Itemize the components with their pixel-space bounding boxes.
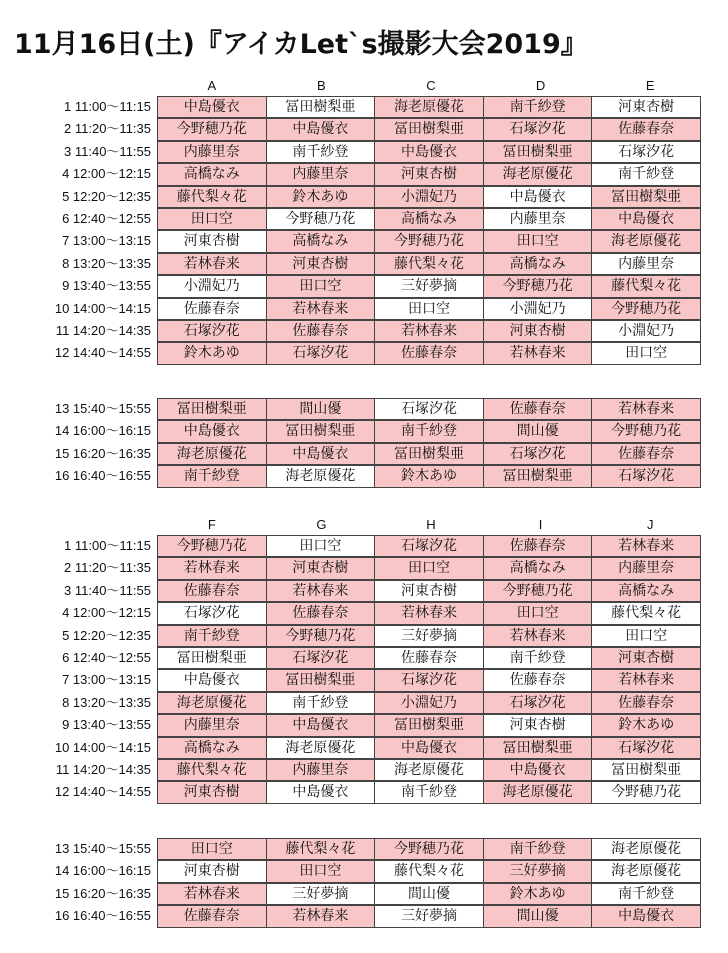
table-row bbox=[0, 905, 728, 927]
table-cell: 冨田樹梨亜 bbox=[374, 714, 484, 736]
time-slot-label: 13 15:40〜15:55 bbox=[54, 401, 151, 416]
table-cell: 若林春来 bbox=[591, 669, 701, 691]
table-cell: 河東杏樹 bbox=[157, 781, 267, 803]
table-cell: 佐藤春奈 bbox=[157, 905, 267, 927]
table-cell: 若林春来 bbox=[483, 342, 593, 364]
time-slot-label: 12 14:40〜14:55 bbox=[54, 784, 151, 800]
table-cell: 小淵妃乃 bbox=[483, 298, 593, 320]
row-cells bbox=[157, 275, 705, 297]
row-cells bbox=[157, 208, 705, 230]
row-cells bbox=[157, 580, 705, 602]
table-cell: 海老原優花 bbox=[157, 443, 267, 465]
table-cell: 高橋なみ bbox=[157, 163, 267, 185]
table-cell: 高橋なみ bbox=[591, 580, 701, 602]
time-slot-label: 2 11:20〜11:35 bbox=[64, 121, 151, 137]
table-cell: 石塚汐花 bbox=[157, 602, 267, 624]
table-row bbox=[0, 342, 728, 364]
table-cell: 藤代梨々花 bbox=[374, 253, 484, 275]
table-cell: 冨田樹梨亜 bbox=[591, 186, 701, 208]
row-cells bbox=[157, 141, 705, 163]
table-cell: 今野穂乃花 bbox=[591, 298, 701, 320]
table-cell: 若林春来 bbox=[374, 602, 484, 624]
time-slot-label: 6 12:40〜12:55 bbox=[62, 211, 151, 226]
table-cell: 河東杏樹 bbox=[591, 96, 701, 118]
table-cell: 田口空 bbox=[483, 230, 593, 252]
table-row bbox=[0, 443, 728, 465]
table-cell: 若林春来 bbox=[266, 580, 376, 602]
table-row bbox=[0, 737, 728, 759]
table-cell: 南千紗登 bbox=[591, 163, 701, 185]
table-cell: 冨田樹梨亜 bbox=[266, 96, 376, 118]
row-cells bbox=[157, 737, 705, 759]
table-cell: 鈴木あゆ bbox=[483, 883, 593, 905]
table-cell: 小淵妃乃 bbox=[374, 692, 484, 714]
row-cells bbox=[157, 465, 705, 487]
row-cells bbox=[157, 625, 705, 647]
table-cell: 佐藤春奈 bbox=[374, 647, 484, 669]
table-cell: 冨田樹梨亜 bbox=[591, 759, 701, 781]
table-cell: 中島優衣 bbox=[483, 186, 593, 208]
table-cell: 間山優 bbox=[483, 905, 593, 927]
table-row bbox=[0, 96, 728, 118]
row-cells bbox=[157, 781, 705, 803]
table-cell: 若林春来 bbox=[157, 557, 267, 579]
table-cell: 内藤里奈 bbox=[591, 253, 701, 275]
row-cells bbox=[157, 253, 705, 275]
table-cell: 藤代梨々花 bbox=[591, 275, 701, 297]
time-slot-label: 2 11:20〜11:35 bbox=[64, 560, 151, 576]
table-cell: 冨田樹梨亜 bbox=[374, 443, 484, 465]
column-header-b: B bbox=[317, 78, 326, 93]
row-cells bbox=[157, 398, 705, 420]
table-cell: 中島優衣 bbox=[157, 420, 267, 442]
time-slot-label: 16 16:40〜16:55 bbox=[54, 908, 151, 924]
table-row bbox=[0, 230, 728, 252]
row-cells bbox=[157, 669, 705, 691]
table-cell: 藤代梨々花 bbox=[157, 186, 267, 208]
time-slot-label: 15 16:20〜16:35 bbox=[54, 885, 151, 901]
table-cell: 佐藤春奈 bbox=[374, 342, 484, 364]
table-row bbox=[0, 625, 728, 647]
column-header-i: I bbox=[538, 517, 543, 532]
table-cell: 冨田樹梨亜 bbox=[266, 420, 376, 442]
table-cell: 南千紗登 bbox=[483, 647, 593, 669]
table-cell: 田口空 bbox=[266, 860, 376, 882]
table-cell: 河東杏樹 bbox=[266, 557, 376, 579]
table-cell: 海老原優花 bbox=[266, 465, 376, 487]
table-cell: 中島優衣 bbox=[157, 96, 267, 118]
row-cells bbox=[157, 96, 705, 118]
time-slot-label: 4 12:00〜12:15 bbox=[62, 166, 151, 182]
table-cell: 今野穂乃花 bbox=[591, 781, 701, 803]
table-cell: 今野穂乃花 bbox=[157, 535, 267, 557]
table-cell: 中島優衣 bbox=[266, 714, 376, 736]
table-cell: 内藤里奈 bbox=[157, 141, 267, 163]
table-cell: 若林春来 bbox=[266, 298, 376, 320]
table-cell: 三好夢摘 bbox=[483, 860, 593, 882]
table-cell: 南千紗登 bbox=[266, 141, 376, 163]
table-cell: 今野穂乃花 bbox=[374, 230, 484, 252]
table-cell: 海老原優花 bbox=[266, 737, 376, 759]
table-cell: 三好夢摘 bbox=[374, 275, 484, 297]
time-slot-label: 1 11:00〜11:15 bbox=[64, 538, 151, 553]
row-cells bbox=[157, 860, 705, 882]
table-cell: 南千紗登 bbox=[483, 838, 593, 860]
table-row bbox=[0, 163, 728, 185]
column-header-f: F bbox=[207, 517, 216, 532]
table-cell: 内藤里奈 bbox=[483, 208, 593, 230]
row-cells bbox=[157, 883, 705, 905]
table-row bbox=[0, 580, 728, 602]
table-cell: 三好夢摘 bbox=[374, 625, 484, 647]
table-cell: 今野穂乃花 bbox=[374, 838, 484, 860]
table-cell: 石塚汐花 bbox=[266, 647, 376, 669]
table-cell: 藤代梨々花 bbox=[374, 860, 484, 882]
table-row bbox=[0, 275, 728, 297]
table-cell: 河東杏樹 bbox=[266, 253, 376, 275]
time-slot-label: 5 12:20〜12:35 bbox=[62, 188, 151, 204]
table-cell: 中島優衣 bbox=[483, 759, 593, 781]
table-cell: 河東杏樹 bbox=[591, 647, 701, 669]
table-cell: 冨田樹梨亜 bbox=[157, 647, 267, 669]
table-cell: 今野穂乃花 bbox=[157, 118, 267, 140]
time-slot-label: 14 16:00〜16:15 bbox=[54, 863, 151, 879]
row-cells bbox=[157, 230, 705, 252]
column-header-row bbox=[157, 78, 705, 96]
table-cell: 南千紗登 bbox=[157, 465, 267, 487]
table-cell: 南千紗登 bbox=[266, 692, 376, 714]
table-cell: 南千紗登 bbox=[591, 883, 701, 905]
table-row bbox=[0, 602, 728, 624]
table-row bbox=[0, 118, 728, 140]
column-header-e: E bbox=[645, 78, 655, 93]
table-cell: 海老原優花 bbox=[157, 692, 267, 714]
table-cell: 河東杏樹 bbox=[374, 580, 484, 602]
table-cell: 佐藤春奈 bbox=[591, 692, 701, 714]
table-cell: 今野穂乃花 bbox=[266, 208, 376, 230]
time-slot-label: 9 13:40〜13:55 bbox=[62, 717, 151, 733]
row-cells bbox=[157, 118, 705, 140]
table-cell: 今野穂乃花 bbox=[266, 625, 376, 647]
row-cells bbox=[157, 163, 705, 185]
time-slot-label: 8 13:20〜13:35 bbox=[62, 255, 151, 271]
table-cell: 佐藤春奈 bbox=[157, 298, 267, 320]
table-row bbox=[0, 535, 728, 557]
table-cell: 佐藤春奈 bbox=[157, 580, 267, 602]
table-row bbox=[0, 669, 728, 691]
table-cell: 小淵妃乃 bbox=[591, 320, 701, 342]
table-cell: 田口空 bbox=[266, 275, 376, 297]
table-cell: 石塚汐花 bbox=[483, 118, 593, 140]
table-cell: 中島優衣 bbox=[266, 781, 376, 803]
table-cell: 三好夢摘 bbox=[266, 883, 376, 905]
table-cell: 鈴木あゆ bbox=[266, 186, 376, 208]
table-cell: 冨田樹梨亜 bbox=[374, 118, 484, 140]
time-slot-label: 11 14:20〜14:35 bbox=[55, 762, 151, 777]
table-cell: 鈴木あゆ bbox=[157, 342, 267, 364]
table-cell: 若林春来 bbox=[266, 905, 376, 927]
table-cell: 佐藤春奈 bbox=[483, 535, 593, 557]
table-cell: 佐藤春奈 bbox=[483, 398, 593, 420]
table-row bbox=[0, 860, 728, 882]
table-cell: 海老原優花 bbox=[483, 781, 593, 803]
table-cell: 佐藤春奈 bbox=[483, 669, 593, 691]
time-slot-label: 12 14:40〜14:55 bbox=[54, 345, 151, 361]
table-row bbox=[0, 781, 728, 803]
table-cell: 若林春来 bbox=[591, 398, 701, 420]
table-cell: 若林春来 bbox=[374, 320, 484, 342]
time-slot-label: 10 14:00〜14:15 bbox=[54, 739, 151, 755]
row-cells bbox=[157, 342, 705, 364]
table-cell: 間山優 bbox=[266, 398, 376, 420]
table-cell: 田口空 bbox=[157, 208, 267, 230]
table-row bbox=[0, 557, 728, 579]
table-row bbox=[0, 838, 728, 860]
column-header-d: D bbox=[535, 78, 546, 93]
row-cells bbox=[157, 647, 705, 669]
table-row bbox=[0, 208, 728, 230]
row-cells bbox=[157, 714, 705, 736]
table-cell: 南千紗登 bbox=[157, 625, 267, 647]
table-row bbox=[0, 141, 728, 163]
table-cell: 海老原優花 bbox=[591, 860, 701, 882]
table-cell: 間山優 bbox=[374, 883, 484, 905]
table-cell: 石塚汐花 bbox=[591, 141, 701, 163]
table-cell: 小淵妃乃 bbox=[157, 275, 267, 297]
table-row bbox=[0, 398, 728, 420]
table-cell: 高橋なみ bbox=[483, 253, 593, 275]
row-cells bbox=[157, 759, 705, 781]
column-header-c: C bbox=[426, 78, 436, 93]
table-cell: 中島優衣 bbox=[266, 443, 376, 465]
table-cell: 田口空 bbox=[483, 602, 593, 624]
table-cell: 冨田樹梨亜 bbox=[157, 398, 267, 420]
time-slot-label: 14 16:00〜16:15 bbox=[54, 423, 151, 439]
table-cell: 石塚汐花 bbox=[374, 669, 484, 691]
table-cell: 冨田樹梨亜 bbox=[483, 737, 593, 759]
table-cell: 冨田樹梨亜 bbox=[483, 465, 593, 487]
page-title: 11月16日(土)『アイカLet`s撮影大会2019』 bbox=[14, 29, 588, 60]
column-header-g: G bbox=[316, 517, 327, 532]
table-cell: 若林春来 bbox=[591, 535, 701, 557]
table-cell: 石塚汐花 bbox=[157, 320, 267, 342]
table-cell: 鈴木あゆ bbox=[374, 465, 484, 487]
table-cell: 内藤里奈 bbox=[157, 714, 267, 736]
table-cell: 南千紗登 bbox=[374, 781, 484, 803]
table-cell: 南千紗登 bbox=[483, 96, 593, 118]
table-cell: 海老原優花 bbox=[483, 163, 593, 185]
time-slot-label: 6 12:40〜12:55 bbox=[62, 650, 151, 665]
table-cell: 河東杏樹 bbox=[483, 714, 593, 736]
table-row bbox=[0, 186, 728, 208]
row-cells bbox=[157, 905, 705, 927]
table-cell: 海老原優花 bbox=[591, 230, 701, 252]
table-cell: 海老原優花 bbox=[591, 838, 701, 860]
table-cell: 冨田樹梨亜 bbox=[266, 669, 376, 691]
table-cell: 佐藤春奈 bbox=[266, 602, 376, 624]
time-slot-label: 10 14:00〜14:15 bbox=[54, 300, 151, 316]
table-cell: 内藤里奈 bbox=[591, 557, 701, 579]
table-cell: 鈴木あゆ bbox=[591, 714, 701, 736]
row-cells bbox=[157, 692, 705, 714]
table-cell: 河東杏樹 bbox=[374, 163, 484, 185]
table-cell: 今野穂乃花 bbox=[483, 580, 593, 602]
row-cells bbox=[157, 557, 705, 579]
table-cell: 海老原優花 bbox=[374, 759, 484, 781]
table-cell: 高橋なみ bbox=[266, 230, 376, 252]
row-cells bbox=[157, 420, 705, 442]
table-cell: 海老原優花 bbox=[374, 96, 484, 118]
row-cells bbox=[157, 443, 705, 465]
row-cells bbox=[157, 535, 705, 557]
table-cell: 石塚汐花 bbox=[483, 692, 593, 714]
table-cell: 田口空 bbox=[266, 535, 376, 557]
table-cell: 田口空 bbox=[374, 298, 484, 320]
table-cell: 若林春来 bbox=[483, 625, 593, 647]
table-cell: 田口空 bbox=[157, 838, 267, 860]
time-slot-label: 1 11:00〜11:15 bbox=[64, 99, 151, 114]
table-cell: 小淵妃乃 bbox=[374, 186, 484, 208]
table-cell: 佐藤春奈 bbox=[591, 443, 701, 465]
time-slot-label: 13 15:40〜15:55 bbox=[54, 841, 151, 856]
time-slot-label: 11 14:20〜14:35 bbox=[55, 323, 151, 338]
table-row bbox=[0, 883, 728, 905]
table-cell: 佐藤春奈 bbox=[266, 320, 376, 342]
table-cell: 石塚汐花 bbox=[591, 465, 701, 487]
time-slot-label: 9 13:40〜13:55 bbox=[62, 278, 151, 294]
time-slot-label: 15 16:20〜16:35 bbox=[54, 445, 151, 461]
table-row bbox=[0, 647, 728, 669]
time-slot-label: 4 12:00〜12:15 bbox=[62, 605, 151, 621]
table-row bbox=[0, 759, 728, 781]
time-slot-label: 3 11:40〜11:55 bbox=[64, 143, 151, 159]
table-cell: 若林春来 bbox=[157, 883, 267, 905]
table-cell: 河東杏樹 bbox=[157, 860, 267, 882]
table-row bbox=[0, 320, 728, 342]
table-cell: 高橋なみ bbox=[483, 557, 593, 579]
table-row bbox=[0, 692, 728, 714]
column-header-a: A bbox=[207, 78, 217, 93]
table-cell: 三好夢摘 bbox=[374, 905, 484, 927]
table-cell: 河東杏樹 bbox=[483, 320, 593, 342]
table-cell: 藤代梨々花 bbox=[266, 838, 376, 860]
time-slot-label: 7 13:00〜13:15 bbox=[62, 233, 151, 249]
table-cell: 中島優衣 bbox=[591, 208, 701, 230]
table-cell: 南千紗登 bbox=[374, 420, 484, 442]
table-cell: 藤代梨々花 bbox=[591, 602, 701, 624]
row-cells bbox=[157, 602, 705, 624]
table-row bbox=[0, 714, 728, 736]
table-cell: 中島優衣 bbox=[266, 118, 376, 140]
table-cell: 今野穂乃花 bbox=[591, 420, 701, 442]
table-cell: 中島優衣 bbox=[374, 141, 484, 163]
column-header-row bbox=[157, 517, 705, 535]
row-cells bbox=[157, 298, 705, 320]
table-row bbox=[0, 298, 728, 320]
table-row bbox=[0, 253, 728, 275]
table-cell: 中島優衣 bbox=[374, 737, 484, 759]
table-cell: 若林春来 bbox=[157, 253, 267, 275]
table-cell: 石塚汐花 bbox=[374, 535, 484, 557]
table-cell: 石塚汐花 bbox=[266, 342, 376, 364]
time-slot-label: 8 13:20〜13:35 bbox=[62, 694, 151, 710]
table-row bbox=[0, 465, 728, 487]
table-cell: 今野穂乃花 bbox=[483, 275, 593, 297]
time-slot-label: 5 12:20〜12:35 bbox=[62, 627, 151, 643]
table-cell: 中島優衣 bbox=[591, 905, 701, 927]
table-cell: 石塚汐花 bbox=[483, 443, 593, 465]
table-cell: 内藤里奈 bbox=[266, 163, 376, 185]
row-cells bbox=[157, 320, 705, 342]
table-cell: 高橋なみ bbox=[157, 737, 267, 759]
table-cell: 石塚汐花 bbox=[374, 398, 484, 420]
row-cells bbox=[157, 838, 705, 860]
time-slot-label: 3 11:40〜11:55 bbox=[64, 582, 151, 598]
table-cell: 田口空 bbox=[591, 342, 701, 364]
table-cell: 田口空 bbox=[591, 625, 701, 647]
time-slot-label: 16 16:40〜16:55 bbox=[54, 468, 151, 484]
table-cell: 間山優 bbox=[483, 420, 593, 442]
table-cell: 冨田樹梨亜 bbox=[483, 141, 593, 163]
table-cell: 中島優衣 bbox=[157, 669, 267, 691]
table-cell: 内藤里奈 bbox=[266, 759, 376, 781]
column-header-h: H bbox=[426, 517, 436, 532]
table-cell: 藤代梨々花 bbox=[157, 759, 267, 781]
table-row bbox=[0, 420, 728, 442]
column-header-j: J bbox=[646, 517, 654, 532]
table-cell: 高橋なみ bbox=[374, 208, 484, 230]
table-cell: 佐藤春奈 bbox=[591, 118, 701, 140]
table-cell: 河東杏樹 bbox=[157, 230, 267, 252]
row-cells bbox=[157, 186, 705, 208]
table-cell: 石塚汐花 bbox=[591, 737, 701, 759]
table-cell: 田口空 bbox=[374, 557, 484, 579]
time-slot-label: 7 13:00〜13:15 bbox=[62, 672, 151, 688]
